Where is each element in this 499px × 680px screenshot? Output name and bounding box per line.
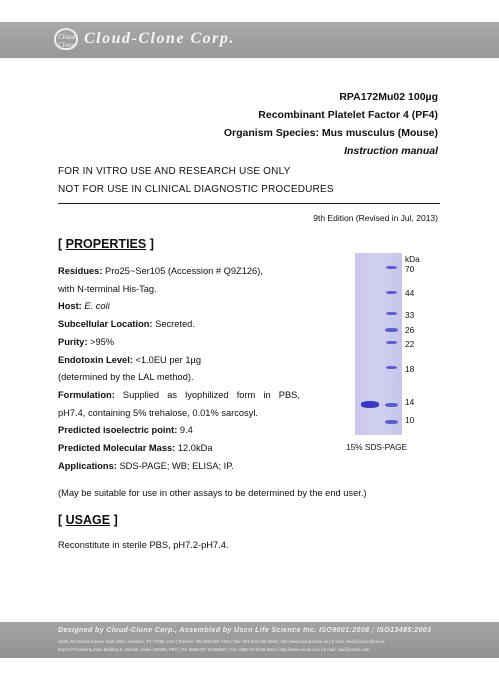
properties-title: PROPERTIES	[65, 237, 147, 251]
marker-band	[385, 403, 398, 407]
marker-band	[386, 266, 397, 269]
usage-text: Reconstitute in sterile PBS, pH7.2-pH7.4.	[58, 540, 229, 550]
formulation-word: in	[263, 389, 271, 400]
endotoxin-label: Endotoxin Level:	[58, 354, 133, 365]
title-block	[224, 88, 438, 160]
subcellular-value: Secreted.	[152, 319, 195, 330]
residues-row	[58, 263, 300, 281]
host-value: E. coli	[84, 301, 110, 312]
purity-row	[58, 334, 300, 352]
marker-band	[386, 366, 397, 369]
edition-info: 9th Edition (Revised in Jul, 2013)	[313, 213, 438, 223]
marker-band	[385, 420, 398, 424]
isoelectric-label: Predicted isoelectric point:	[58, 425, 178, 436]
applications-value: SDS-PAGE; WB; ELISA; IP.	[116, 460, 234, 471]
molecular-mass-row	[58, 440, 300, 458]
purity-value: >95%	[87, 336, 115, 347]
footer-address-cn: Export Processing Zone Building E, Wuhan, Hubei 430056, PRC | Tel: 0086-027-84259552 | Fax: 0086-27-8425-9551 | http://www.uscnk.com | E-mail: mail@uscnk.com	[58, 647, 370, 652]
bracket-close: ]	[146, 237, 154, 251]
marker-band	[386, 312, 397, 315]
formulation-word: as	[167, 389, 178, 400]
endotoxin-value: <1.0EU per 1µg	[132, 354, 202, 365]
usage-notice	[58, 163, 334, 199]
divider	[58, 203, 440, 204]
marker-label: 14	[405, 397, 415, 407]
subcellular-row	[58, 316, 300, 334]
usage-title: USAGE	[65, 513, 111, 527]
formulation-row	[58, 387, 300, 405]
properties-heading	[58, 237, 154, 251]
applications-row	[58, 458, 300, 476]
footer-title: Designed by Cloud-Clone Corp., Assembled by Uscn Life Science Inc. ISO9001:2008 ; ISO13485:2003	[58, 627, 432, 634]
residues-value: Pro25~Ser105 (Accession # Q9Z126),	[102, 266, 263, 276]
suitability-note: (May be suitable for use in other assays to be determined by the end user.)	[58, 488, 367, 498]
formulation-word: form	[236, 389, 256, 400]
marker-band	[385, 328, 398, 332]
marker-label: 10	[405, 415, 415, 425]
marker-band	[386, 291, 397, 294]
footer-address-us: H235, Richmond Avenue Suite 300A, Houston, TX 77082, USA | Toll-free: 001-888-962-7424 | Fax: 001-832-538-0984 | http://www.cloud-clone.us | E-mail: mail@cloud-clone.us	[58, 639, 385, 644]
company-name: Cloud-Clone Corp.	[84, 30, 235, 47]
organism-species: Organism Species: Mus musculus (Mouse)	[223, 127, 438, 139]
kda-unit-label: kDa	[405, 254, 420, 264]
host-label: Host:	[58, 301, 82, 312]
logo-mark-text: Cloud-Clone	[58, 33, 78, 49]
endotoxin-row	[58, 352, 300, 370]
marker-band	[386, 341, 397, 344]
bracket-open: [	[58, 513, 66, 527]
residues-label: Residues:	[58, 266, 103, 276]
subcellular-label: Subcellular Location:	[58, 319, 153, 330]
document-type: Instruction manual	[344, 145, 438, 157]
formulation-word: lyophilized	[185, 389, 229, 400]
sample-band	[361, 401, 379, 408]
formulation-word: Supplied	[122, 389, 160, 400]
marker-label: 44	[405, 288, 415, 298]
isoelectric-row	[58, 422, 300, 440]
applications-label: Applications:	[58, 460, 117, 471]
host-row	[58, 298, 300, 316]
formulation-word: PBS,	[278, 389, 300, 400]
notice-line-1: FOR IN VITRO USE AND RESEARCH USE ONLY	[58, 166, 291, 177]
marker-label: 33	[405, 310, 415, 320]
purity-label: Purity:	[58, 336, 88, 347]
notice-line-2: NOT FOR USE IN CLINICAL DIAGNOSTIC PROCEDURES	[58, 184, 334, 195]
formulation-label: Formulation:	[58, 389, 115, 400]
sds-page-gel-image	[355, 253, 402, 435]
formulation-cont: pH7.4, containing 5% trehalose, 0.01% sarcosyl.	[58, 407, 258, 418]
bracket-open: [	[58, 237, 66, 251]
marker-label: 70	[405, 264, 415, 274]
usage-heading	[58, 513, 118, 527]
product-name: Recombinant Platelet Factor 4 (PF4)	[258, 109, 438, 121]
endotoxin-cont: (determined by the LAL method).	[58, 372, 194, 383]
company-logo-icon	[54, 28, 78, 50]
gel-caption: 15% SDS-PAGE	[346, 442, 408, 452]
marker-label: 22	[405, 339, 415, 349]
marker-label: 18	[405, 364, 415, 374]
bracket-close: ]	[110, 513, 118, 527]
isoelectric-value: 9.4	[177, 425, 193, 436]
properties-list	[58, 263, 300, 475]
molecular-mass-label: Predicted Molecular Mass:	[58, 443, 176, 454]
residues-cont: with N-terminal His-Tag.	[58, 283, 157, 294]
molecular-mass-value: 12.0kDa	[175, 443, 213, 454]
product-code: RPA172Mu02 100µg	[339, 91, 438, 103]
marker-label: 26	[405, 325, 415, 335]
